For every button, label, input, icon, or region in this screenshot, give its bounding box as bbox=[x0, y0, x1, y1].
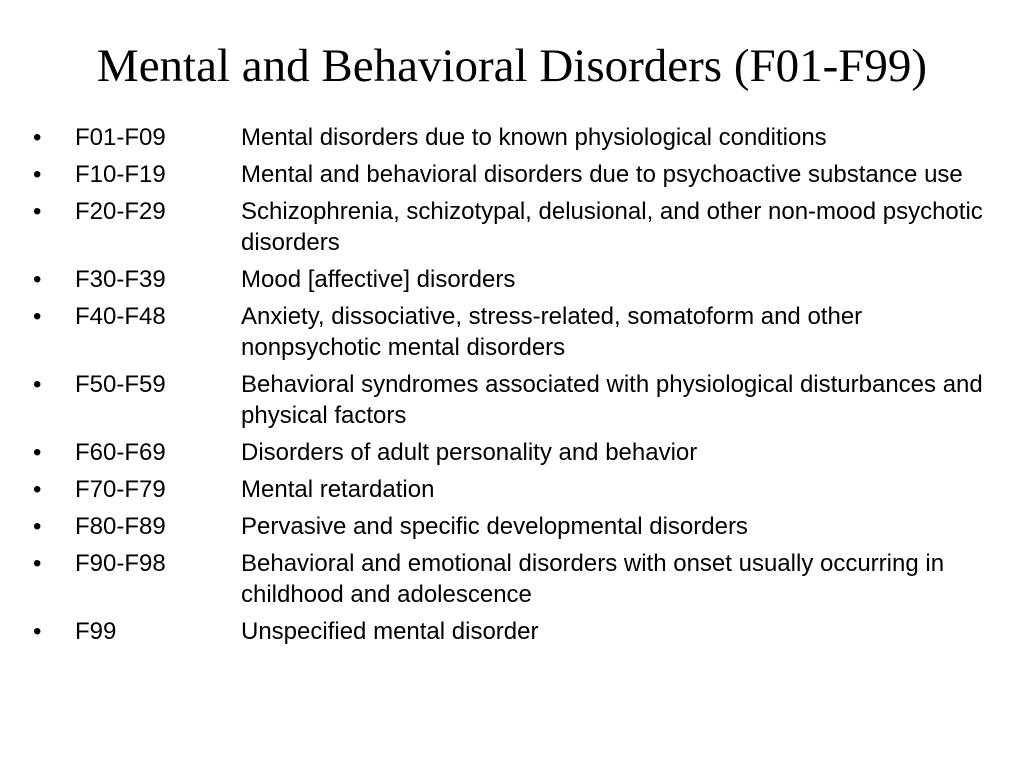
list-item-f80-f89 bbox=[0, 511, 1024, 542]
code-description: Mental retardation bbox=[241, 476, 435, 503]
code-description: Behavioral and emotional disorders with onset usually occurring in childhood and adolescence bbox=[241, 550, 945, 608]
bullet-icon: • bbox=[33, 303, 42, 330]
list-item-f01-f09 bbox=[0, 122, 1024, 153]
code-description: Schizophrenia, schizotypal, delusional, and other non-mood psychotic disorders bbox=[241, 198, 983, 256]
bullet-icon: • bbox=[33, 513, 42, 540]
bullet-icon: • bbox=[33, 161, 42, 188]
code-description: Unspecified mental disorder bbox=[241, 618, 539, 645]
bullet-icon: • bbox=[33, 198, 42, 225]
code-description: Mood [affective] disorders bbox=[241, 266, 516, 293]
list-item-f20-f29 bbox=[0, 196, 1024, 258]
bullet-icon: • bbox=[33, 550, 42, 577]
disorder-code-list bbox=[0, 122, 1024, 653]
bullet-icon: • bbox=[33, 439, 42, 466]
code-range: F50-F59 bbox=[75, 371, 166, 398]
code-description: Pervasive and specific developmental disorders bbox=[241, 513, 748, 540]
list-item-f30-f39 bbox=[0, 264, 1024, 295]
code-range: F99 bbox=[75, 618, 117, 645]
code-description: Anxiety, dissociative, stress-related, somatoform and other nonpsychotic mental disorders bbox=[241, 303, 863, 361]
code-description: Mental disorders due to known physiological conditions bbox=[241, 124, 827, 151]
slide-title: Mental and Behavioral Disorders (F01-F99) bbox=[96, 40, 928, 92]
bullet-icon: • bbox=[33, 124, 42, 151]
code-range: F30-F39 bbox=[75, 266, 166, 293]
list-item-f90-f98 bbox=[0, 548, 1024, 610]
code-range: F40-F48 bbox=[75, 303, 166, 330]
list-item-f60-f69 bbox=[0, 437, 1024, 468]
code-description: Mental and behavioral disorders due to psychoactive substance use bbox=[241, 161, 963, 188]
bullet-icon: • bbox=[33, 476, 42, 503]
list-item-f40-f48 bbox=[0, 301, 1024, 363]
code-range: F20-F29 bbox=[75, 198, 166, 225]
bullet-icon: • bbox=[33, 618, 42, 645]
bullet-icon: • bbox=[33, 266, 42, 293]
code-range: F01-F09 bbox=[75, 124, 166, 151]
code-range: F70-F79 bbox=[75, 476, 166, 503]
code-range: F90-F98 bbox=[75, 550, 166, 577]
list-item-f50-f59 bbox=[0, 369, 1024, 431]
bullet-icon: • bbox=[33, 371, 42, 398]
list-item-f99 bbox=[0, 616, 1024, 647]
code-range: F10-F19 bbox=[75, 161, 166, 188]
code-range: F80-F89 bbox=[75, 513, 166, 540]
list-item-f70-f79 bbox=[0, 474, 1024, 505]
list-item-f10-f19 bbox=[0, 159, 1024, 190]
code-description: Behavioral syndromes associated with physiological disturbances and physical factors bbox=[241, 371, 983, 429]
code-range: F60-F69 bbox=[75, 439, 166, 466]
code-description: Disorders of adult personality and behavior bbox=[241, 439, 698, 466]
